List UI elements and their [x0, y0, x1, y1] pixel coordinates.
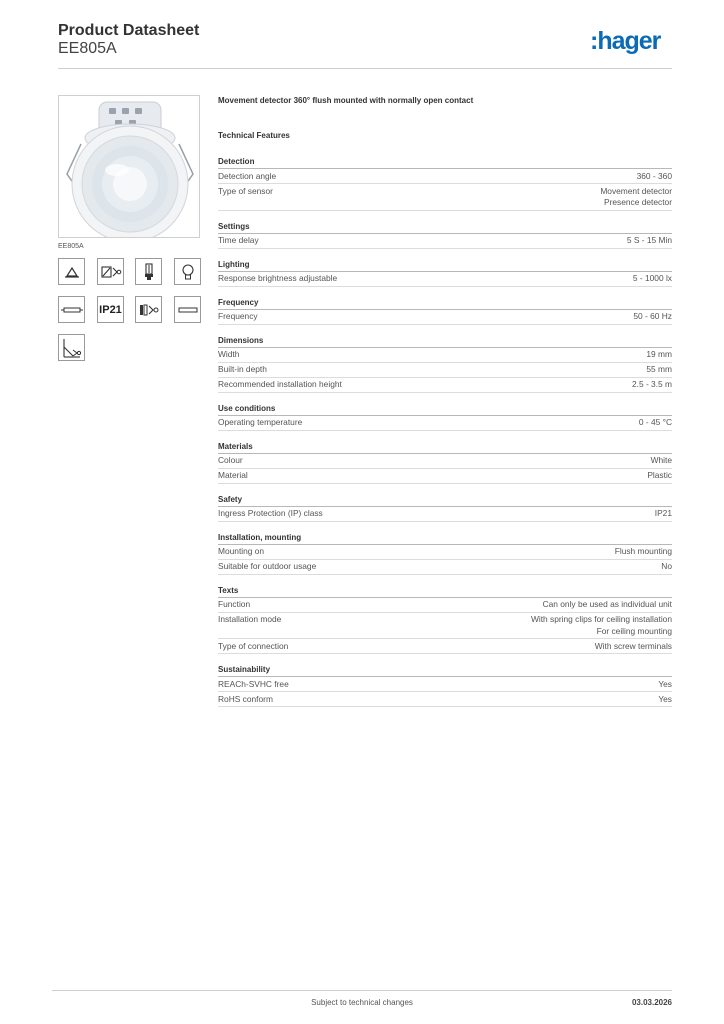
- spec-label: Material: [218, 470, 248, 480]
- section-gap: [218, 211, 672, 218]
- spec-value-line: With screw terminals: [594, 640, 672, 651]
- spec-value-line: Presence detector: [604, 197, 672, 207]
- spec-value-line: No: [661, 561, 672, 571]
- spec-row: [218, 507, 672, 522]
- brightness-adjust-icon: [135, 296, 162, 323]
- spec-value: [655, 508, 672, 520]
- brightness-sensor-icon: [97, 258, 124, 285]
- spec-value: [661, 561, 672, 573]
- spec-value-line: 5 - 1000 lx: [632, 273, 672, 283]
- spec-label: Recommended installation height: [218, 379, 342, 389]
- detection-zone-icon: [58, 334, 85, 361]
- spec-value: [627, 235, 672, 247]
- spec-value: [646, 349, 672, 361]
- spec-value: [651, 455, 672, 467]
- spec-row: [218, 692, 672, 707]
- spec-value: [632, 379, 672, 391]
- spec-value: [633, 273, 672, 285]
- spec-value-line: 360 - 360: [636, 170, 672, 181]
- spec-value-line: With spring clips for ceiling installation: [530, 614, 672, 624]
- spec-row: [218, 272, 672, 287]
- spec-label: Mounting on: [218, 546, 265, 556]
- spec-label: Response brightness adjustable: [218, 273, 338, 283]
- spec-row: [218, 560, 672, 575]
- product-code: EE805A: [58, 40, 117, 57]
- spec-label: Function: [218, 599, 251, 609]
- spec-label: Installation mode: [218, 614, 282, 624]
- spec-label: Frequency: [218, 311, 258, 321]
- spec-value: [658, 694, 672, 706]
- technical-features-heading: Technical Features: [218, 131, 290, 140]
- section-title: Sustainability: [218, 661, 672, 677]
- spec-value-line: 19 mm: [646, 349, 672, 359]
- spec-label: Type of sensor: [218, 185, 273, 196]
- product-description: Movement detector 360° flush mounted with normally open contact: [218, 96, 474, 105]
- spec-label: Detection angle: [218, 170, 277, 181]
- spec-value-line: Flush mounting: [614, 546, 672, 556]
- svg-text::hager: :hager: [590, 28, 661, 55]
- spec-label: Ingress Protection (IP) class: [218, 508, 323, 518]
- spec-value: [595, 641, 672, 653]
- footer-note: Subject to technical changes: [311, 998, 413, 1007]
- section-gap: [218, 393, 672, 400]
- spec-value-line: Yes: [658, 693, 672, 704]
- incandescent-bulb-icon: [174, 258, 201, 285]
- section-title: Materials: [218, 438, 672, 454]
- spec-label: REACh-SVHC free: [218, 678, 289, 689]
- spec-label: Width: [218, 349, 240, 359]
- product-photo: [58, 95, 200, 238]
- spec-row: [218, 639, 672, 654]
- spec-value: [637, 171, 672, 183]
- spec-label: Colour: [218, 455, 243, 465]
- spec-label: Type of connection: [218, 640, 289, 651]
- spec-row: [218, 184, 672, 211]
- section-title: Texts: [218, 582, 672, 598]
- photo-caption: EE805A: [58, 243, 84, 250]
- spec-row: [218, 169, 672, 184]
- section-title: Frequency: [218, 294, 672, 310]
- spec-value: [639, 417, 672, 429]
- hager-logo: [590, 28, 674, 56]
- spec-value: [531, 614, 672, 637]
- spec-row: [218, 416, 672, 431]
- section-gap: [218, 575, 672, 582]
- spec-value: [658, 679, 672, 691]
- section-gap: [218, 325, 672, 332]
- fluorescent-tube-icon: [58, 296, 85, 323]
- spec-label: Built-in depth: [218, 364, 267, 374]
- spec-value: [646, 364, 672, 376]
- section-gap: [218, 522, 672, 529]
- spec-value-line: 5 S - 15 Min: [626, 235, 672, 245]
- spec-row: [218, 598, 672, 613]
- spec-label: RoHS conform: [218, 693, 273, 704]
- spec-value: [600, 186, 672, 209]
- section-title: Lighting: [218, 256, 672, 272]
- spec-list: [218, 153, 672, 707]
- section-gap: [218, 484, 672, 491]
- section-title: Detection: [218, 153, 672, 169]
- spec-row: [218, 454, 672, 469]
- spec-row: [218, 378, 672, 393]
- section-gap: [218, 431, 672, 438]
- spec-row: [218, 310, 672, 325]
- led-tube-icon: [174, 296, 201, 323]
- spec-row: [218, 613, 672, 640]
- spec-row: [218, 234, 672, 249]
- section-title: Installation, mounting: [218, 529, 672, 545]
- spec-value-line: Plastic: [647, 470, 672, 480]
- spec-value-line: For ceiling mounting: [596, 625, 672, 636]
- header-divider: [58, 68, 672, 69]
- page-title: Product Datasheet: [58, 22, 200, 39]
- spec-value-line: 50 - 60 Hz: [633, 311, 672, 321]
- section-title: Use conditions: [218, 400, 672, 416]
- spec-row: [218, 545, 672, 560]
- spec-row: [218, 677, 672, 692]
- spec-label: Operating temperature: [218, 417, 303, 427]
- ip-rating-icon: [97, 296, 124, 323]
- section-gap: [218, 249, 672, 256]
- spec-label: Time delay: [218, 235, 259, 245]
- section-title: Safety: [218, 491, 672, 507]
- fluorescent-lamp-icon: [135, 258, 162, 285]
- spec-row: [218, 363, 672, 378]
- spec-value: [543, 599, 672, 611]
- spec-value-line: White: [650, 455, 672, 465]
- spec-value-line: Yes: [658, 678, 672, 689]
- footer-date: 03.03.2026: [631, 998, 672, 1007]
- section-gap: [218, 654, 672, 661]
- spec-row: [218, 469, 672, 484]
- spec-row: [218, 348, 672, 363]
- section-title: Settings: [218, 218, 672, 234]
- section-gap: [218, 287, 672, 294]
- spec-value-line: Can only be used as individual unit: [542, 599, 672, 609]
- spec-value: [615, 546, 672, 558]
- spec-value-line: 0 - 45 °C: [638, 417, 672, 427]
- spec-value-line: Movement detector: [600, 185, 672, 196]
- spec-value-line: 2.5 - 3.5 m: [631, 379, 672, 389]
- spec-value-line: 55 mm: [646, 364, 672, 374]
- spec-value: [633, 311, 672, 323]
- section-title: Dimensions: [218, 332, 672, 348]
- footer-divider: [52, 990, 672, 991]
- ip-rating-label: IP21: [99, 303, 122, 316]
- spec-value: [647, 470, 672, 482]
- spec-value-line: IP21: [654, 508, 672, 518]
- ceiling-detector-icon: [58, 258, 85, 285]
- spec-label: Suitable for outdoor usage: [218, 561, 317, 571]
